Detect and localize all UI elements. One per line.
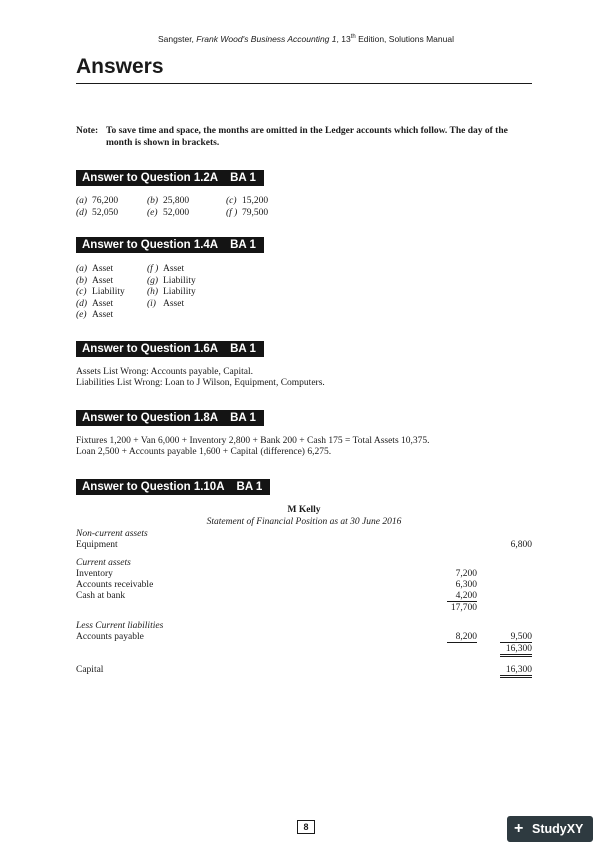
item-value: Liability <box>163 275 196 286</box>
item-label: (g) <box>147 275 159 286</box>
net-current-assets: 9,500 <box>500 632 532 643</box>
item-label: (e) <box>76 310 87 320</box>
statement-title: Statement of Financial Position as at 30 June 2016 <box>206 517 402 527</box>
title-rule <box>76 83 532 84</box>
item-label: (f ) <box>147 264 159 274</box>
item-value: Liability <box>92 287 125 297</box>
line-label-capital: Capital <box>76 665 104 675</box>
note <box>76 125 536 149</box>
item-label: (i) <box>147 298 156 309</box>
item-label: (d) <box>76 207 88 218</box>
line-value-cash: 4,200 <box>447 591 477 602</box>
question-1-10a-heading <box>76 479 270 495</box>
current-assets-total: 17,700 <box>450 603 477 613</box>
line-label-cash: Cash at bank <box>76 591 126 601</box>
line-value-receivable: 6,300 <box>455 580 477 590</box>
item-value: Asset <box>92 275 114 286</box>
question-tag: BA 1 <box>230 343 256 355</box>
item-value: Asset <box>163 298 185 309</box>
answer-1-6a-line: Assets List Wrong: Accounts payable, Capital. <box>76 367 254 377</box>
item-label: (a) <box>76 264 88 274</box>
line-value-payable: 8,200 <box>447 632 477 643</box>
company-name: M Kelly <box>287 505 321 515</box>
line-value-equipment: 6,800 <box>510 540 532 550</box>
section-heading-non-current-assets: Non-current assets <box>76 529 148 539</box>
question-tag: BA 1 <box>230 172 256 184</box>
question-tag: BA 1 <box>236 481 263 493</box>
answer-1-6a-line: Liabilities List Wrong: Loan to J Wilson, Equipment, Computers. <box>76 378 325 388</box>
question-tag: BA 1 <box>230 239 256 251</box>
question-title: Answer to Question 1.2A <box>82 172 219 184</box>
studyxy-logo[interactable] <box>507 816 593 842</box>
item-value: 79,500 <box>242 207 269 218</box>
line-label-payable: Accounts payable <box>76 632 144 642</box>
item-value: 15,200 <box>242 196 269 206</box>
line-label-receivable: Accounts receivable <box>76 580 154 590</box>
note-text: To save time and space, the months are omitted in the Ledger accounts which follow. The day of the month is shown in brackets. <box>106 126 508 148</box>
item-label: (c) <box>76 287 87 297</box>
plus-icon: + <box>514 820 524 837</box>
item-value: Asset <box>92 264 114 274</box>
question-title: Answer to Question 1.10A <box>82 481 225 493</box>
item-value: Asset <box>92 298 114 309</box>
answer-1-8a-line: Fixtures 1,200 + Van 6,000 + Inventory 2,800 + Bank 200 + Cash 175 = Total Assets 10,375. <box>76 436 430 446</box>
note-label: Note: <box>76 126 99 136</box>
item-value: 52,050 <box>92 207 119 218</box>
item-label: (b) <box>147 196 159 206</box>
section-heading-current-assets: Current assets <box>76 558 131 568</box>
page-number: 8 <box>297 820 315 834</box>
item-label: (e) <box>147 207 158 218</box>
item-label: (d) <box>76 298 88 309</box>
item-value: 76,200 <box>92 196 119 206</box>
question-1-4a-heading <box>76 237 264 253</box>
question-1-6a-heading <box>76 341 264 357</box>
item-label: (a) <box>76 196 88 206</box>
line-label-inventory: Inventory <box>76 569 113 579</box>
line-value-capital: 16,300 <box>500 665 532 678</box>
item-label: (c) <box>226 196 237 206</box>
question-1-2a-heading <box>76 170 264 186</box>
logo-text: StudyXY <box>532 822 584 836</box>
item-label: (f ) <box>226 207 238 218</box>
question-1-8a-heading <box>76 410 264 426</box>
net-assets-total: 16,300 <box>500 644 532 657</box>
item-value: Liability <box>163 287 196 297</box>
question-title: Answer to Question 1.4A <box>82 239 219 251</box>
line-label-equipment: Equipment <box>76 540 118 550</box>
item-value: 52,000 <box>163 207 190 218</box>
question-tag: BA 1 <box>230 412 256 424</box>
page-title: Answers <box>76 55 164 78</box>
item-value: Asset <box>92 310 114 320</box>
question-title: Answer to Question 1.8A <box>82 412 219 424</box>
item-value: Asset <box>163 264 185 274</box>
line-value-inventory: 7,200 <box>455 569 477 579</box>
item-label: (b) <box>76 275 88 286</box>
answer-1-8a-line: Loan 2,500 + Accounts payable 1,600 + Capital (difference) 6,275. <box>76 447 332 457</box>
section-heading-current-liabilities: Less Current liabilities <box>76 621 164 631</box>
item-value: 25,800 <box>163 196 190 206</box>
running-header: Sangster, Frank Wood's Business Accounting 1, 13th Edition, Solutions Manual <box>158 34 454 44</box>
item-label: (h) <box>147 287 159 297</box>
question-title: Answer to Question 1.6A <box>82 343 219 355</box>
